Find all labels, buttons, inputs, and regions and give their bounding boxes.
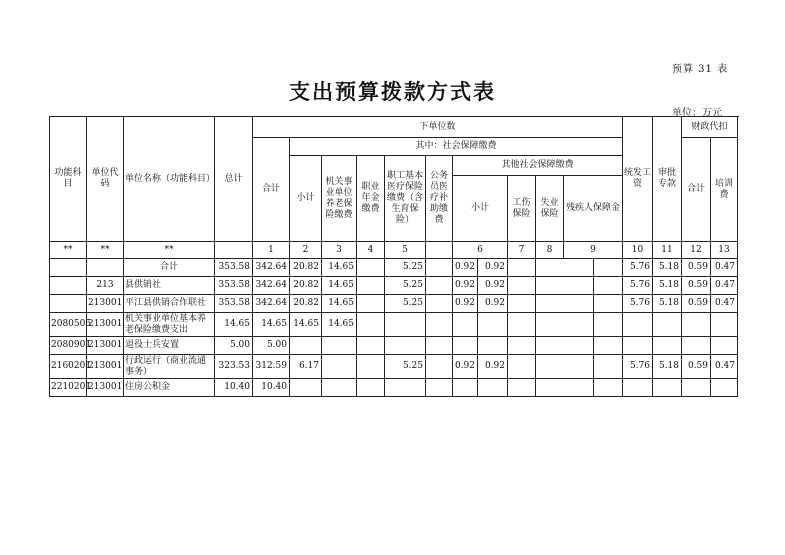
training-cell: 0.59 <box>682 355 711 379</box>
pension-cell <box>322 379 357 397</box>
header-injury: 工伤保险 <box>508 176 536 242</box>
index-cell: ** <box>87 242 124 259</box>
index-cell: 1 <box>253 242 290 259</box>
index-cell: 5 <box>385 242 426 259</box>
subtotal-cell: 14.65 <box>253 313 290 337</box>
header-pension: 机关事业单位养老保险缴费 <box>322 156 357 242</box>
table-row <box>50 259 738 277</box>
total-cell: 323.53 <box>215 355 253 379</box>
other-subtotal-cell: 0.92 <box>453 295 478 313</box>
union-cell <box>711 337 738 355</box>
annuity-cell <box>357 259 385 277</box>
page-title: 支出预算拨款方式表 <box>289 79 496 104</box>
index-cell: 13 <box>711 242 738 259</box>
civil-medical-cell <box>426 337 453 355</box>
union-cell: 0.47 <box>711 355 738 379</box>
header-annuity: 职业年金缴费 <box>357 156 385 242</box>
unified-wage-cell <box>594 379 623 397</box>
pension-cell: 14.65 <box>322 295 357 313</box>
unemployment-cell <box>508 337 536 355</box>
unit-code-cell: 213001 <box>87 295 124 313</box>
civil-medical-cell <box>426 379 453 397</box>
unemployment-cell <box>508 355 536 379</box>
training-cell <box>682 337 711 355</box>
index-cell: 2 <box>290 242 322 259</box>
approved-cell <box>623 379 653 397</box>
header-total: 总计 <box>215 117 253 242</box>
union-cell <box>711 313 738 337</box>
header-unit-name: 单位名称（功能科目） <box>124 117 215 242</box>
other-subtotal-cell <box>453 313 478 337</box>
union-cell: 0.47 <box>711 259 738 277</box>
injury-cell <box>478 313 508 337</box>
unit-name-cell: 机关事业单位基本养老保险缴费支出 <box>124 313 215 337</box>
header-ss-subtotal: 小计 <box>290 156 322 242</box>
unit-code-cell: 213001 <box>87 355 124 379</box>
injury-cell: 0.92 <box>478 295 508 313</box>
approved-cell: 5.76 <box>623 355 653 379</box>
annuity-cell <box>357 337 385 355</box>
pension-cell <box>322 355 357 379</box>
unified-wage-cell <box>594 337 623 355</box>
unit-name-cell: 退役士兵安置 <box>124 337 215 355</box>
approved-cell <box>623 313 653 337</box>
approved-cell: 5.76 <box>623 277 653 295</box>
ss-subtotal-cell: 14.65 <box>290 313 322 337</box>
header-training: 培训费 <box>711 138 738 242</box>
index-cell: 3 <box>322 242 357 259</box>
medical-cell <box>385 313 426 337</box>
header-unemployment: 失业保险 <box>536 176 564 242</box>
unemployment-cell <box>508 295 536 313</box>
medical-cell: 5.25 <box>385 277 426 295</box>
header-lower-unit: 下单位数 <box>253 117 623 138</box>
header-func-code: 功能科目 <box>50 117 87 242</box>
disability-cell <box>536 313 594 337</box>
other-subtotal-cell: 0.92 <box>453 355 478 379</box>
func-code-cell: 2080505 <box>50 313 87 337</box>
unit-name-cell: 平江县供销合作联社 <box>124 295 215 313</box>
total-cell: 5.00 <box>215 337 253 355</box>
total-cell: 353.58 <box>215 277 253 295</box>
other-subtotal-cell <box>453 379 478 397</box>
unit-name-cell: 行政运行（商业流通事务） <box>124 355 215 379</box>
header-subtotal-all: 合计 <box>253 138 290 242</box>
approved-cell: 5.76 <box>623 259 653 277</box>
table-row <box>50 337 738 355</box>
header-social-security: 其中：社会保障缴费 <box>290 138 623 156</box>
training-cell <box>682 313 711 337</box>
header-disability: 残疾人保障金 <box>564 176 623 242</box>
approved-cell <box>623 337 653 355</box>
header-civil-medical: 公务员医疗补助缴费 <box>426 156 453 242</box>
table-row <box>50 295 738 313</box>
total-cell: 14.65 <box>215 313 253 337</box>
unemployment-cell <box>508 277 536 295</box>
training-cell <box>682 379 711 397</box>
civil-medical-cell <box>426 277 453 295</box>
subtotal-cell: 312.59 <box>253 355 290 379</box>
fiscal-total-cell: 5.18 <box>653 295 682 313</box>
index-cell <box>426 242 453 259</box>
header-other-ss: 其他社会保障缴费 <box>453 156 623 176</box>
medical-cell <box>385 379 426 397</box>
civil-medical-cell <box>426 295 453 313</box>
annuity-cell <box>357 313 385 337</box>
index-cell: 6 <box>453 242 508 259</box>
unified-wage-cell <box>594 355 623 379</box>
unified-wage-cell <box>594 259 623 277</box>
training-cell: 0.59 <box>682 259 711 277</box>
medical-cell: 5.25 <box>385 295 426 313</box>
disability-cell <box>536 277 594 295</box>
header-unit-code: 单位代码 <box>87 117 124 242</box>
ss-subtotal-cell: 6.17 <box>290 355 322 379</box>
other-subtotal-cell: 0.92 <box>453 259 478 277</box>
total-cell: 10.40 <box>215 379 253 397</box>
subtotal-cell: 342.64 <box>253 295 290 313</box>
unemployment-cell <box>508 313 536 337</box>
unit-code-cell: 213 <box>87 277 124 295</box>
ss-subtotal-cell <box>290 379 322 397</box>
pension-cell: 14.65 <box>322 259 357 277</box>
header-approved: 审批专款 <box>653 117 682 242</box>
unified-wage-cell <box>594 277 623 295</box>
header-fiscal-deduct: 财政代扣 <box>682 117 738 138</box>
func-code-cell <box>50 277 87 295</box>
civil-medical-cell <box>426 313 453 337</box>
fiscal-total-cell: 5.18 <box>653 277 682 295</box>
func-code-cell <box>50 259 87 277</box>
annuity-cell <box>357 295 385 313</box>
union-cell <box>711 379 738 397</box>
unit-name-cell: 住房公积金 <box>124 379 215 397</box>
subtotal-cell: 342.64 <box>253 259 290 277</box>
approved-cell: 5.76 <box>623 295 653 313</box>
fiscal-total-cell <box>653 337 682 355</box>
index-cell: ** <box>50 242 87 259</box>
disability-cell <box>536 295 594 313</box>
index-cell: 12 <box>682 242 711 259</box>
unit-label: 单位：万元 <box>672 108 722 119</box>
ss-subtotal-cell <box>290 337 322 355</box>
pension-cell: 14.65 <box>322 277 357 295</box>
fiscal-total-cell: 5.18 <box>653 355 682 379</box>
table-row <box>50 379 738 397</box>
injury-cell: 0.92 <box>478 277 508 295</box>
func-code-cell: 2160201 <box>50 355 87 379</box>
unit-code-cell <box>87 259 124 277</box>
unit-code-cell: 213001 <box>87 313 124 337</box>
func-code-cell: 2210201 <box>50 379 87 397</box>
header-fiscal-total: 合计 <box>682 138 711 242</box>
index-cell <box>215 242 253 259</box>
subtotal-cell: 10.40 <box>253 379 290 397</box>
unemployment-cell <box>508 379 536 397</box>
budget-table <box>49 116 738 397</box>
disability-cell <box>536 259 594 277</box>
annuity-cell <box>357 379 385 397</box>
fiscal-total-cell <box>653 379 682 397</box>
total-cell: 353.58 <box>215 259 253 277</box>
index-cell: 4 <box>357 242 385 259</box>
ss-subtotal-cell: 20.82 <box>290 295 322 313</box>
injury-cell <box>478 379 508 397</box>
unit-code-cell: 213001 <box>87 379 124 397</box>
unified-wage-cell <box>594 313 623 337</box>
index-cell: 11 <box>653 242 682 259</box>
medical-cell <box>385 337 426 355</box>
unit-code-cell: 213001 <box>87 337 124 355</box>
annuity-cell <box>357 277 385 295</box>
index-cell: ** <box>124 242 215 259</box>
table-row <box>50 355 738 379</box>
medical-cell: 5.25 <box>385 259 426 277</box>
table-row <box>50 277 738 295</box>
disability-cell <box>536 379 594 397</box>
index-cell: 8 <box>536 242 564 259</box>
total-cell: 353.58 <box>215 295 253 313</box>
unemployment-cell <box>508 259 536 277</box>
unit-name-cell: 合计 <box>124 259 215 277</box>
index-cell: 9 <box>564 242 623 259</box>
header-medical: 职工基本医疗保险缴费（含生育保险） <box>385 156 426 242</box>
unified-wage-cell <box>594 295 623 313</box>
index-cell: 10 <box>623 242 653 259</box>
func-code-cell: 2080901 <box>50 337 87 355</box>
header-unified-wage: 统发工资 <box>623 117 653 242</box>
fiscal-total-cell <box>653 313 682 337</box>
ss-subtotal-cell: 20.82 <box>290 277 322 295</box>
pension-cell: 14.65 <box>322 313 357 337</box>
other-subtotal-cell: 0.92 <box>453 277 478 295</box>
disability-cell <box>536 355 594 379</box>
union-cell: 0.47 <box>711 277 738 295</box>
annuity-cell <box>357 355 385 379</box>
injury-cell <box>478 337 508 355</box>
page-number: 预算 31 表 <box>672 64 729 75</box>
subtotal-cell: 342.64 <box>253 277 290 295</box>
func-code-cell <box>50 295 87 313</box>
index-cell: 7 <box>508 242 536 259</box>
injury-cell: 0.92 <box>478 259 508 277</box>
training-cell: 0.59 <box>682 295 711 313</box>
table-row <box>50 313 738 337</box>
subtotal-cell: 5.00 <box>253 337 290 355</box>
other-subtotal-cell <box>453 337 478 355</box>
disability-cell <box>536 337 594 355</box>
training-cell: 0.59 <box>682 277 711 295</box>
fiscal-total-cell: 5.18 <box>653 259 682 277</box>
civil-medical-cell <box>426 259 453 277</box>
unit-name-cell: 县供销社 <box>124 277 215 295</box>
ss-subtotal-cell: 20.82 <box>290 259 322 277</box>
header-other-subtotal: 小计 <box>453 176 508 242</box>
pension-cell <box>322 337 357 355</box>
civil-medical-cell <box>426 355 453 379</box>
medical-cell: 5.25 <box>385 355 426 379</box>
injury-cell: 0.92 <box>478 355 508 379</box>
union-cell: 0.47 <box>711 295 738 313</box>
